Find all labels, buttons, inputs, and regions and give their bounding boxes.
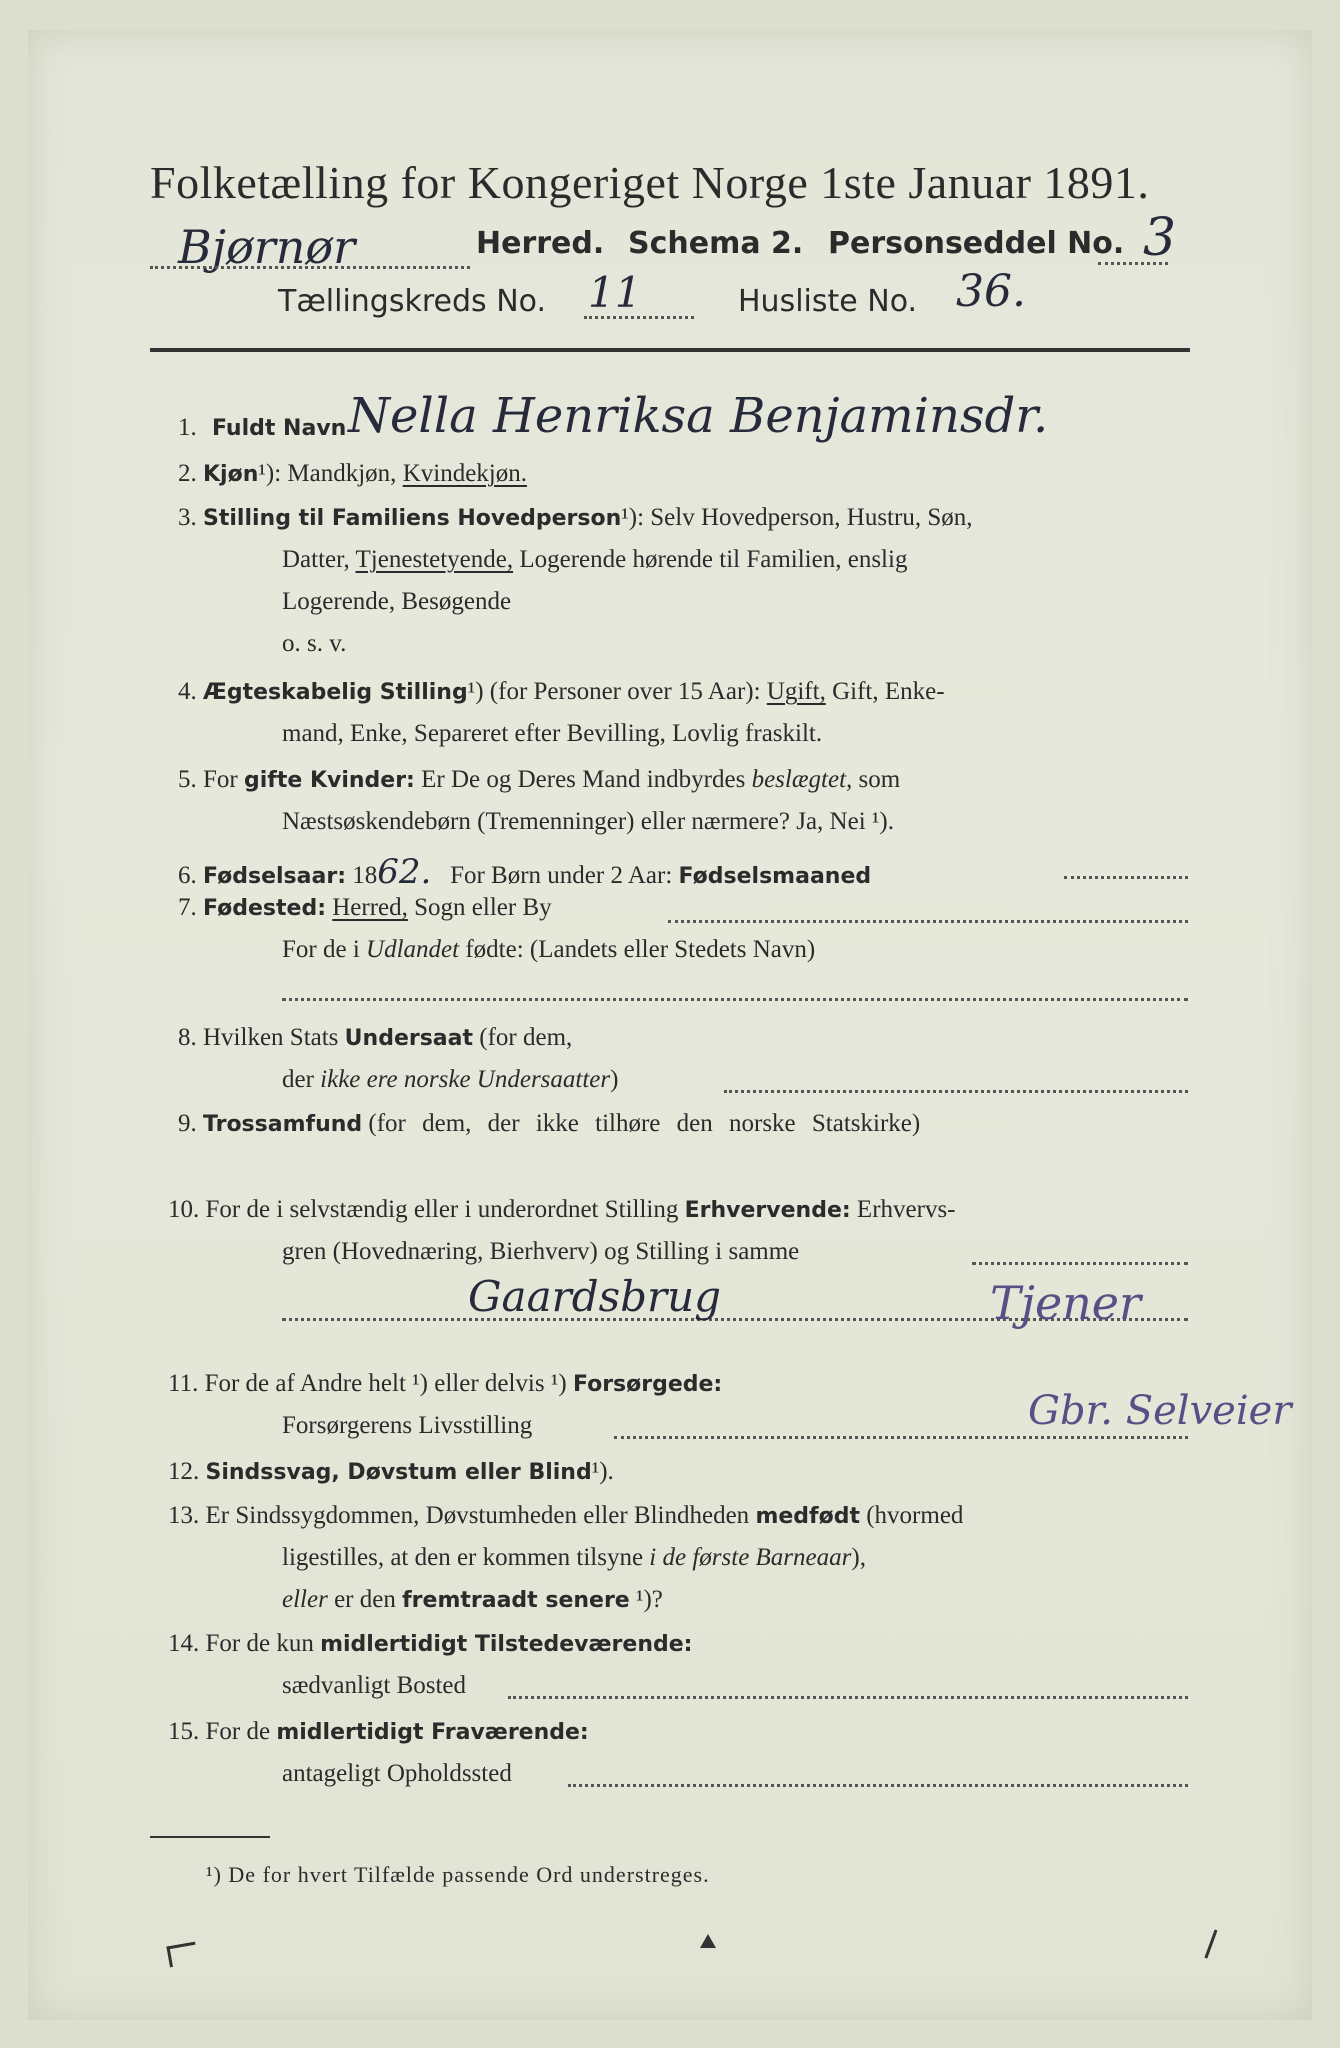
item-4-rest-b: Gift, Enke- — [832, 678, 945, 705]
item-15-pre: For de — [205, 1718, 271, 1745]
item-13-rest: (hvormed — [866, 1502, 964, 1529]
husliste-label: Husliste No. — [738, 284, 918, 319]
item-11-number: 11. — [168, 1370, 199, 1397]
item-5-number: 5. — [178, 766, 197, 793]
item-13-pre: Er Sindssygdommen, Døvstumheden eller Blindheden — [205, 1502, 750, 1529]
header-rule — [150, 348, 1190, 352]
item-2-label: Kjøn — [203, 462, 259, 487]
item-3-datter: Datter, — [282, 546, 350, 573]
item-8-line-1 — [178, 1024, 572, 1052]
item-8-pre: Hvilken Stats — [203, 1024, 339, 1051]
item-4-line-2: mand, Enke, Separeret efter Bevilling, Lovlig fraskilt. — [282, 720, 823, 747]
item-6-year-prefix: 18 — [352, 862, 378, 889]
item-11-label: Forsørgede: — [572, 1372, 723, 1397]
item-9-rest: (for dem, der ikke tilhøre den norske Statskirke) — [368, 1110, 921, 1137]
item-14-line-1 — [168, 1630, 692, 1658]
schema-label: Schema 2. — [628, 226, 804, 261]
item-3-tjenestetyende: Tjenestetyende, — [355, 546, 514, 573]
item-15-line-1 — [168, 1718, 589, 1746]
item-14-line-2: sædvanligt Bosted — [282, 1672, 467, 1699]
item-6-rest: For Børn under 2 Aar: — [450, 862, 673, 889]
item-5-beslaegtet: beslægtet, — [751, 766, 853, 793]
item-4-line-1 — [178, 678, 945, 706]
item-7-label: Fødested: — [203, 896, 326, 921]
item-7-line-2-a: For de i — [282, 936, 360, 963]
item-10-pre: For de i selvstændig eller i underordnet Stilling — [205, 1196, 679, 1223]
corner-mark-left — [166, 1942, 198, 1968]
husliste-value: 36. — [956, 266, 1026, 317]
item-9-number: 9. — [178, 1110, 197, 1137]
item-3-rest: ¹): Selv Hovedperson, Hustru, Søn, — [621, 504, 973, 531]
item-10-label: Erhvervende: — [684, 1198, 851, 1223]
item-12-rest: ¹). — [591, 1458, 614, 1485]
item-12-label: Sindssvag, Døvstum eller Blind — [205, 1460, 592, 1485]
item-13-italic: i de første Barneaar — [649, 1544, 852, 1571]
item-7-line-1 — [178, 894, 552, 922]
item-15-number: 15. — [168, 1718, 200, 1745]
taellingskreds-value: 11 — [588, 268, 642, 317]
item-13-senere: fremtraadt senere — [402, 1588, 630, 1613]
item-13-line-2 — [282, 1544, 866, 1572]
provider-occupation-value: Gbr. Selveier — [1028, 1388, 1292, 1434]
herred-value: Bjørnør — [178, 220, 356, 274]
item-5-line-1 — [178, 766, 900, 794]
item-15-dotted-line — [568, 1784, 1188, 1787]
item-7-dotted-line — [668, 920, 1188, 923]
item-11-dotted-line — [614, 1436, 1188, 1439]
item-8-rest: (for dem, — [479, 1024, 573, 1051]
personseddel-value: 3 — [1143, 208, 1177, 268]
item-5-rest-b: som — [858, 766, 901, 793]
item-5-rest-a: Er De og Deres Mand indbyrdes — [421, 766, 746, 793]
item-8-italic: ikke ere norske Undersaatter — [320, 1066, 611, 1093]
item-13-label: medfødt — [755, 1504, 860, 1529]
census-form-page — [28, 30, 1312, 2020]
item-7-number: 7. — [178, 894, 197, 921]
item-7-rest: Sogn eller By — [414, 894, 552, 921]
item-13-line-2-b: ), — [851, 1544, 866, 1571]
item-5-line-2: Næstsøskendebørn (Tremenninger) eller nærmere? Ja, Nei ¹). — [282, 808, 894, 835]
item-4-number: 4. — [178, 678, 197, 705]
item-2-option-mandkjon: Mandkjøn, — [287, 460, 397, 487]
occupation-position-value: Tjener — [990, 1276, 1142, 1330]
item-13-number: 13. — [168, 1502, 200, 1529]
item-13-line-1 — [168, 1502, 963, 1530]
item-1-number: 1. — [178, 414, 197, 441]
item-8-dotted-line — [724, 1090, 1188, 1093]
item-4-label: Ægteskabelig Stilling — [203, 680, 468, 705]
item-7-herred: Herred, — [332, 894, 408, 921]
item-10-number: 10. — [168, 1196, 200, 1223]
item-11-pre: For de af Andre — [204, 1370, 363, 1397]
item-2-number: 2. — [178, 460, 197, 487]
item-8-der: der — [282, 1066, 314, 1093]
item-14-label: midlertidigt Tilstedeværende: — [320, 1632, 693, 1657]
item-3-line-2 — [282, 546, 907, 574]
item-1-label: Fuldt Navn — [212, 416, 347, 441]
item-10-rest: Erhvervs- — [856, 1196, 956, 1223]
personseddel-label: Personseddel No. — [828, 226, 1125, 261]
item-3-number: 3. — [178, 504, 197, 531]
item-3-label: Stilling til Familiens Hovedperson — [203, 506, 622, 531]
item-6-line — [178, 852, 871, 892]
item-10-line-1 — [168, 1196, 956, 1224]
item-12-number: 12. — [168, 1458, 200, 1485]
item-7-dotted-line-2 — [282, 998, 1188, 1001]
item-13-line-3 — [282, 1586, 663, 1614]
occupation-value: Gaardsbrug — [468, 1272, 722, 1321]
item-8-number: 8. — [178, 1024, 197, 1051]
item-8-line-2 — [282, 1066, 618, 1094]
form-title: Folketælling for Kongeriget Norge 1ste Januar 1891. — [150, 157, 1150, 208]
item-13-er-den: er den — [334, 1586, 396, 1613]
item-3-line-4: o. s. v. — [282, 630, 347, 657]
item-6-label: Fødselsaar: — [203, 864, 346, 889]
item-11-line-2: Forsørgerens Livsstilling — [282, 1412, 533, 1439]
item-15-line-2: antageligt Opholdssted — [282, 1760, 512, 1787]
item-2-option-kvindekjon: Kvindekjøn. — [402, 460, 527, 487]
item-6-dotted-line — [1064, 876, 1188, 879]
item-13-line-2-a: ligestilles, at den er kommen tilsyne — [282, 1544, 644, 1571]
item-2-sup: ¹): — [258, 460, 282, 487]
item-13-end: ¹)? — [635, 1586, 663, 1613]
item-7-udlandet: Udlandet — [366, 936, 460, 963]
item-6-number: 6. — [178, 862, 197, 889]
item-10-line-2: gren (Hovednæring, Bierhverv) og Stilling i samme — [282, 1238, 800, 1265]
item-5-label: gifte Kvinder: — [243, 768, 415, 793]
item-8-close: ) — [610, 1066, 619, 1093]
item-4-ugift: Ugift, — [766, 678, 826, 705]
birth-year-value: 62. — [377, 852, 432, 892]
item-11-line-1 — [168, 1370, 722, 1398]
item-10-dotted-line — [972, 1262, 1188, 1265]
item-9-label: Trossamfund — [203, 1112, 363, 1137]
herred-dotted-line — [150, 266, 470, 269]
corner-mark-right — [1188, 1923, 1218, 1958]
footnote-rule — [150, 1836, 270, 1838]
item-8-label: Undersaat — [344, 1026, 474, 1051]
taellingskreds-label: Tællingskreds No. — [278, 284, 546, 319]
item-2 — [178, 460, 527, 488]
item-7-line-2-b: fødte: (Landets eller Stedets Navn) — [465, 936, 816, 963]
taellingskreds-dotted-line — [584, 316, 694, 319]
item-12-line — [168, 1458, 614, 1486]
item-4-rest-a: ¹) (for Personer over 15 Aar): — [467, 678, 761, 705]
full-name-value: Nella Henriksa Benjaminsdr. — [348, 388, 1049, 444]
footnote: ¹) De for hvert Tilfælde passende Ord understreges. — [206, 1862, 710, 1887]
item-5-pre: For — [203, 766, 238, 793]
item-3-logerende: Logerende hørende til Familien, enslig — [519, 546, 908, 573]
item-11-mid: helt ¹) eller delvis ¹) — [368, 1370, 567, 1397]
herred-label: Herred. — [476, 226, 605, 261]
item-14-pre: For de kun — [205, 1630, 314, 1657]
item-3-line-1 — [178, 504, 972, 532]
item-9-line — [178, 1110, 920, 1138]
item-3-line-3: Logerende, Besøgende — [282, 588, 512, 615]
item-14-dotted-line — [508, 1696, 1188, 1699]
center-mark — [700, 1934, 716, 1948]
item-6-label-2: Fødselsmaaned — [678, 864, 872, 889]
item-13-eller: eller — [282, 1586, 328, 1613]
item-15-label: midlertidigt Fraværende: — [276, 1720, 589, 1745]
item-7-line-2 — [282, 936, 815, 964]
item-14-number: 14. — [168, 1630, 200, 1657]
